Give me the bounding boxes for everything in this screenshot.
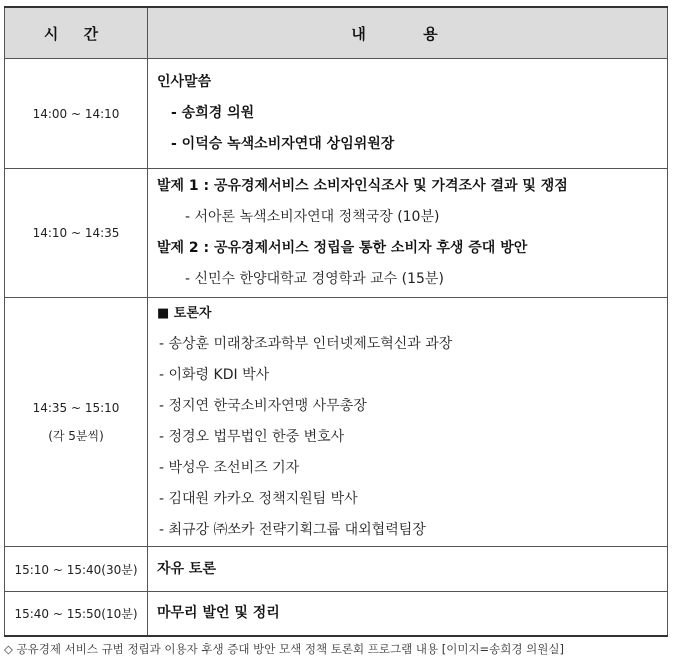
agenda-title: 마무리 발언 및 정리 [157, 604, 280, 621]
table-row [5, 169, 668, 298]
table-row [5, 547, 668, 592]
presentation-title: 발제 2 : 공유경제서비스 정립을 통한 소비자 후생 증대 방안 [157, 240, 528, 256]
panelist-line: - 송상훈 미래창조과학부 인터넷제도혁신과 과장 [159, 336, 453, 352]
agenda-title: 인사말씀 [157, 74, 212, 90]
header-content: 내 용 [148, 7, 668, 59]
agenda-title: 자유 토론 [157, 560, 216, 577]
panelist-line: - 박성우 조선비즈 기자 [159, 460, 300, 476]
content-cell [148, 59, 668, 169]
panel-heading: ■ 토론자 [157, 306, 212, 321]
panelist-line: - 이화령 KDI 박사 [159, 367, 270, 383]
header-time: 시 간 [5, 7, 148, 59]
content-cell [148, 547, 668, 592]
panelist-line: - 최규강 ㈜쏘카 전략기획그룹 대외협력팀장 [159, 522, 426, 538]
panelist-line: - 김대원 카카오 정책지원팀 박사 [159, 491, 358, 507]
program-table-frame [4, 6, 668, 632]
time-range: 14:35 ~ 15:10 [32, 401, 120, 415]
content-cell [148, 169, 668, 298]
table-row [5, 59, 668, 169]
image-caption: ◇ 공유경제 서비스 규범 정립과 이용자 후생 증대 방안 모색 정책 토론회 프로그램 내용 [이미지=송희경 의원실] [4, 642, 564, 656]
panelist-line: - 정경오 법무법인 한중 변호사 [159, 429, 345, 445]
content-cell [148, 298, 668, 547]
panelist-line: - 정지연 한국소비자연맹 사무총장 [159, 398, 367, 414]
time-cell: 14:10 ~ 14:35 [5, 169, 148, 298]
table-row [5, 592, 668, 636]
speaker-line: - 이덕승 녹색소비자연대 상임위원장 [171, 136, 395, 152]
time-cell: 14:00 ~ 14:10 [5, 59, 148, 169]
time-note: (각 5분씩) [48, 429, 104, 443]
program-table [4, 6, 668, 637]
speaker-line: - 송희경 의원 [171, 105, 255, 121]
presentation-title: 발제 1 : 공유경제서비스 소비자인식조사 및 가격조사 결과 및 쟁점 [157, 178, 568, 194]
presenter-line: - 서아론 녹색소비자연대 정책국장 (10분) [185, 209, 440, 225]
time-cell: 15:10 ~ 15:40(30분) [5, 547, 148, 592]
time-cell: 15:40 ~ 15:50(10분) [5, 592, 148, 636]
table-row [5, 298, 668, 547]
content-cell [148, 592, 668, 636]
table-header-row [5, 7, 668, 59]
presenter-line: - 신민수 한양대학교 경영학과 교수 (15분) [185, 271, 444, 287]
time-cell [5, 298, 148, 547]
